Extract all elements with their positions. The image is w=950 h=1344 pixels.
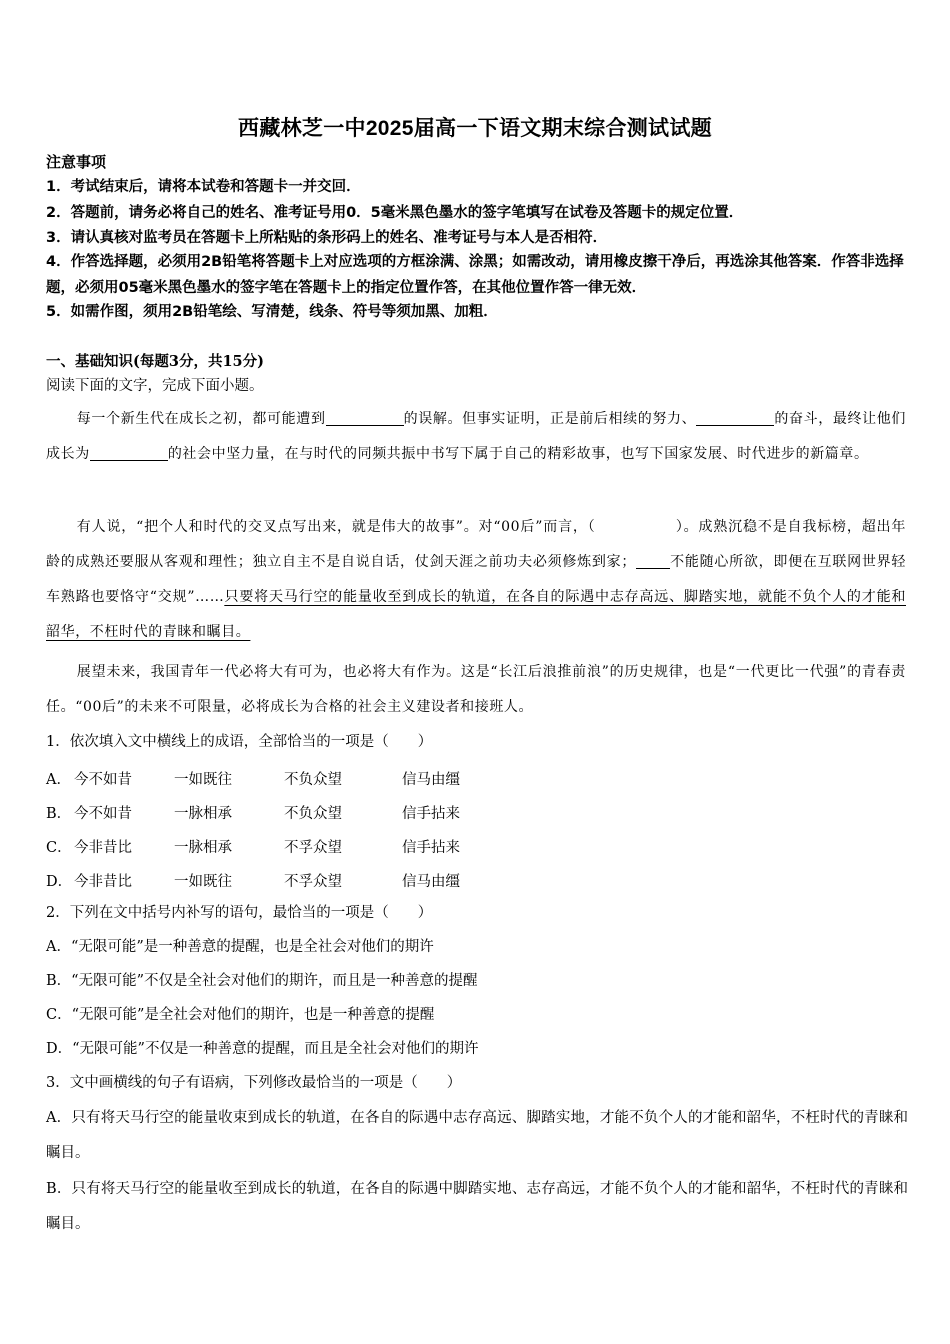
page-title: 西藏林芝一中2025届高一下语文期末综合测试试题 (238, 117, 712, 140)
question-3-stem: 3．文中画横线的句子有语病，下列修改最恰当的一项是（ ） (46, 1075, 462, 1091)
passage-paragraph-2 (46, 510, 906, 650)
fill-blank-1 (326, 409, 404, 426)
section-intro: 阅读下面的文字，完成下面小题。 (46, 378, 264, 394)
notice-heading: 注意事项 (46, 153, 107, 171)
option-choice: 今不如昔 (74, 806, 132, 822)
option-choice: 信手拈来 (402, 806, 460, 822)
option-choice: 今非昔比 (74, 874, 132, 890)
passage-paragraph-1 (46, 402, 906, 472)
passage-paragraph-3: 展望未来，我国青年一代必将大有可为，也必将大有作为。这是“长江后浪推前浪”的历史规律，也是“一代更比一代强”的青春责任。“00后”的未来不可限量，必将成长为合格的社会主义建设者和接班人。 (46, 664, 906, 715)
option-choice: 不负众望 (284, 772, 342, 788)
short-blank (636, 552, 670, 569)
option-label: C． (46, 840, 72, 856)
notice-item-4: 4．作答选择题，必须用2B铅笔将答题卡上对应选项的方框涂满、涂黑；如需改动，请用橡皮擦干净后，再选涂其他答案．作答非选择题，必须用05毫米黑色墨水的签字笔在答题卡上的指定位置作答，在其他位置作答一律无效． (46, 254, 904, 296)
option-choice: 今非昔比 (74, 840, 132, 856)
question-2-stem: 2．下列在文中括号内补写的语句，最恰当的一项是（ ） (46, 905, 433, 921)
passage-text: 的社会中坚力量，在与时代的同频共振中书写下属于自己的精彩故事，也写下国家发展、时代进步的新篇章。 (167, 446, 869, 462)
q3-option-a[interactable]: A．只有将天马行空的能量收束到成长的轨道，在各自的际遇中志存高远、脚踏实地，才能不负个人的才能和韶华，不枉时代的青睐和瞩目。 (46, 1110, 908, 1161)
notice-item-3: 3．请认真核对监考员在答题卡上所粘贴的条形码上的姓名、准考证号与本人是否相符． (46, 230, 608, 246)
option-choice: 一脉相承 (174, 840, 232, 856)
q2-option-b[interactable]: B．“无限可能”不仅是全社会对他们的期许，而且是一种善意的提醒 (46, 973, 478, 989)
notice-item-1: 1．考试结束后，请将本试卷和答题卡一并交回． (46, 179, 361, 195)
fill-blank-2 (696, 409, 774, 426)
passage-text: 有人说，“把个人和时代的交叉点写出来，就是伟大的故事”。对“00后”而言，（ (76, 519, 596, 535)
section-heading: 一、基础知识(每题3分，共15分) (46, 353, 264, 370)
option-choice: 一脉相承 (174, 806, 232, 822)
passage-text: ）。成熟沉稳不是自我标榜，超出年龄的成熟还要服从客观和理性；独立自主不是自说自话，仗剑天涯之前功夫必须修炼到家； (46, 519, 906, 570)
option-choice: 信马由缰 (402, 874, 460, 890)
fill-blank-3 (90, 444, 168, 461)
q2-option-c[interactable]: C．“无限可能”是全社会对他们的期许，也是一种善意的提醒 (46, 1007, 435, 1023)
passage-text: 的奋斗，最终让他们成长为 (46, 411, 907, 462)
option-label: B． (46, 806, 72, 822)
option-choice: 今不如昔 (74, 772, 132, 788)
underlined-sentence: 只要将天马行空的能量收至到成长的轨道，在各自的际遇中志存高远、脚踏实地，就能不负个人的才能和韶华，不枉时代的青睐和瞩目。 (46, 589, 906, 640)
q2-option-a[interactable]: A．“无限可能”是一种善意的提醒，也是全社会对他们的期许 (46, 939, 434, 955)
option-choice: 信手拈来 (402, 840, 460, 856)
notice-item-2: 2．答题前，请务必将自己的姓名、准考证号用0．5毫米黑色墨水的签字笔填写在试卷及答题卡的规定位置． (46, 205, 744, 221)
passage-text: 不能随心所欲，即便在互联网世界轻车熟路也要恪守“交规”…… (46, 554, 906, 605)
notice-item-5: 5．如需作图，须用2B铅笔绘、写清楚，线条、符号等须加黑、加粗． (46, 304, 498, 320)
option-label: A． (46, 772, 71, 788)
option-choice: 一如既往 (174, 772, 232, 788)
option-label: D． (46, 874, 73, 890)
option-choice: 不负众望 (284, 806, 342, 822)
question-1-stem: 1．依次填入文中横线上的成语，全部恰当的一项是（ ） (46, 734, 433, 750)
option-choice: 信马由缰 (402, 772, 460, 788)
option-choice: 不孚众望 (284, 840, 342, 856)
option-choice: 不孚众望 (284, 874, 342, 890)
q2-option-d[interactable]: D．“无限可能”不仅是一种善意的提醒，而且是全社会对他们的期许 (46, 1041, 479, 1057)
q3-option-b[interactable]: B．只有将天马行空的能量收至到成长的轨道，在各自的际遇中脚踏实地、志存高远，才能不负个人的才能和韶华，不枉时代的青睐和瞩目。 (46, 1181, 908, 1232)
passage-text: 的误解。但事实证明，正是前后相续的努力、 (403, 411, 697, 427)
passage-text: 每一个新生代在成长之初，都可能遭到 (76, 411, 326, 427)
option-choice: 一如既往 (174, 874, 232, 890)
